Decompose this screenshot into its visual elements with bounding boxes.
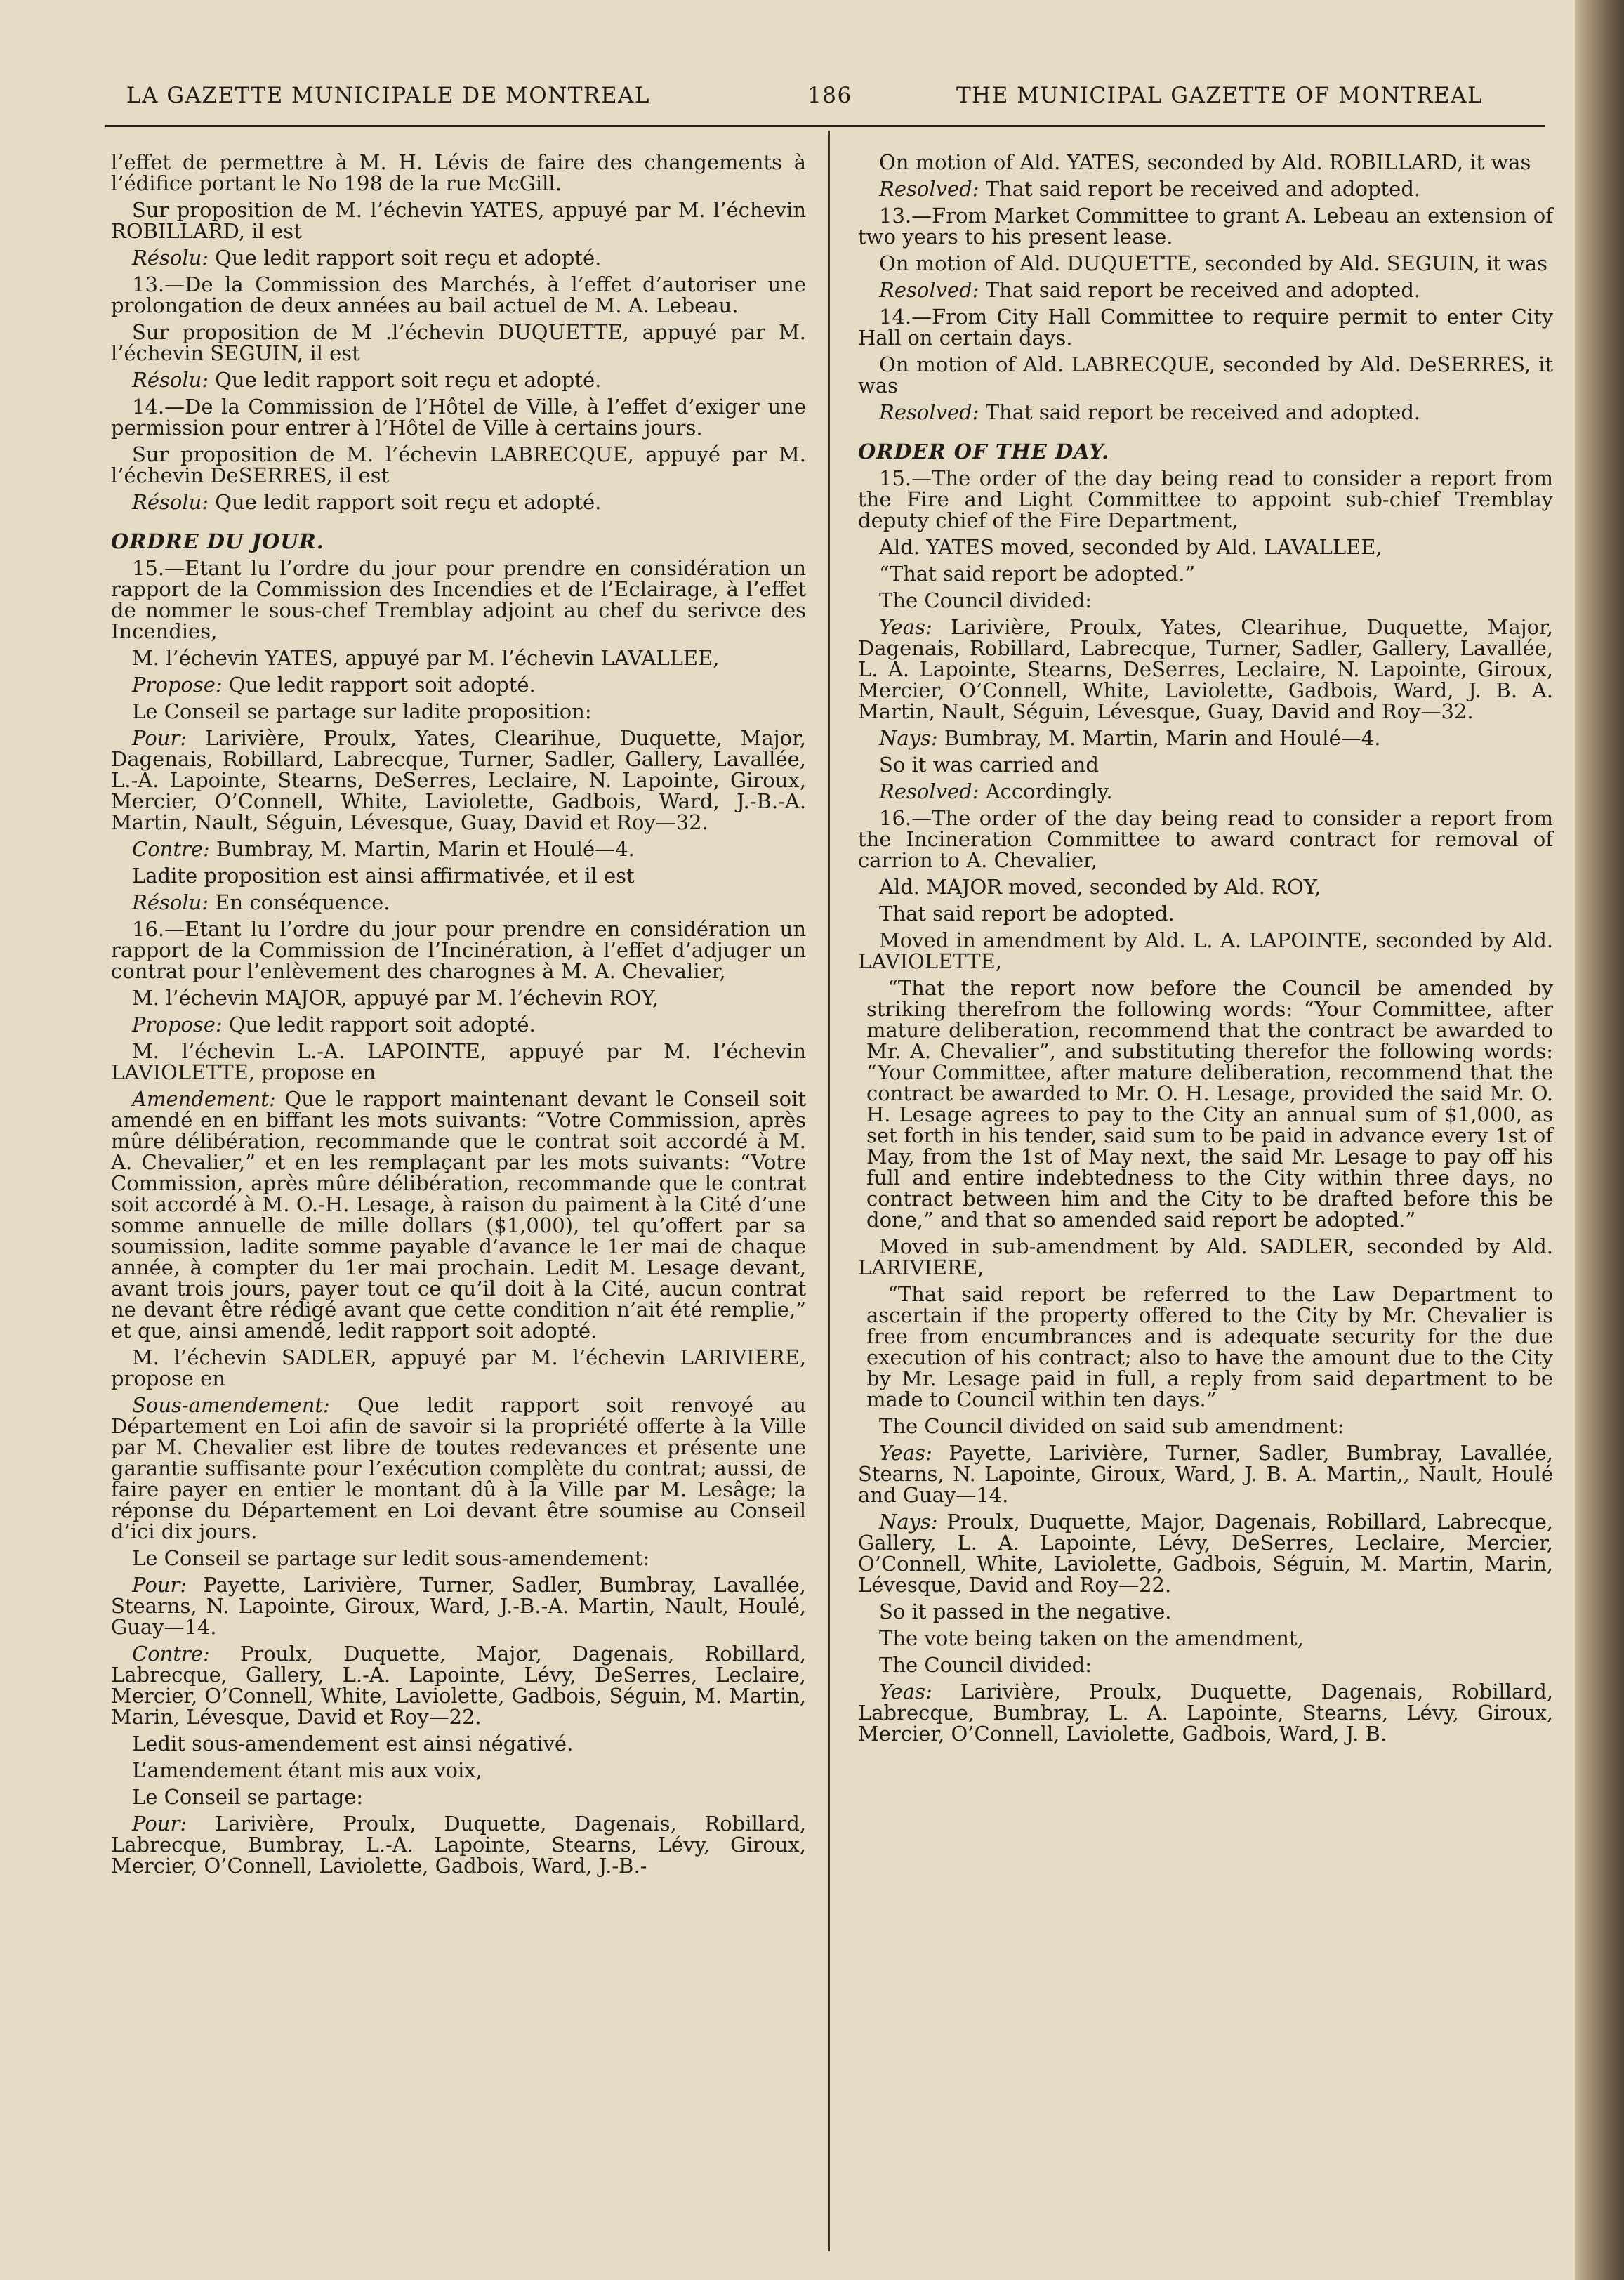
paragraph [858,781,1553,802]
paragraph-text: Que ledit rapport soit reçu et adopté. [209,490,602,514]
paragraph-text: Que ledit rapport soit reçu et adopté. [209,246,602,270]
paragraph [111,1760,806,1781]
paragraph-text: The Council divided: [879,1653,1092,1677]
paragraph-text: On motion of Ald. LABRECQUE, seconded by Ald. DeSERRES, it was [858,352,1553,397]
paragraph-text: Ald. MAJOR moved, seconded by Ald. ROY, [879,875,1321,899]
paragraph [111,727,806,833]
paragraph-text: On motion of Ald. DUQUETTE, seconded by Ald. SEGUIN, it was [879,251,1547,275]
paragraph-text: Que le rapport maintenant devant le Conseil soit amendé en en biffant les mots suivants: “Votre Commission, après mûre délibération, recommande que le contrat soit accordé à M. A. Chevalier,” et en les remplaçant par les mots suivants: “Votre Commission, après mûre délibération, recommande que le contrat soit accordé à M. O.-H. Lesage, à raison du paiment à la Cité d’une somme annuelle de mille dollars ($1,000), tel qu’offert par sa soumission, ladite somme payable d’avance le 1er mai de chaque année, à compter du 1er mai prochain. Ledit M. Lesage devant, avant trois jours, payer tout ce qu’il doit à la Cité, aucun contrat ne devant être rédigé avant que cette condition n’ait été remplie,” et que, ainsi amendé, ledit rapport soit adopté. [111,1087,806,1343]
paragraph-text: Larivière, Proulx, Yates, Clearihue, Duquette, Major, Dagenais, Robillard, Labrecque, Turner, Sadler, Gallery, Lavallée, L.-A. Lapointe, Stearns, DeSerres, Leclaire, N. Lapointe, Giroux, Mercier, O’Connell, White, Laviolette, Gadbois, Ward, J.-B.-A. Martin, Nault, Séguin, Lévesque, Guay, David et Roy—32. [111,726,806,834]
paragraph-text: “That the report now before the Council be amended by striking therefrom the following words: “Your Committee, after mature deliberation, recommend that the contract be awarded to Mr. A. Chevalier”, and substituting therefor the following words: “Your Committee, after mature deliberation, recommend that the contract be awarded to Mr. O. H. Lesage, provided the said Mr. O. H. Lesage agrees to pay to the City an annual sum of $1,000, as set forth in his tender, said sum to be paid in advance every 1st of May, from the 1st of May next, the said Mr. Lesage to pay off his full and entire indebtedness to the City within three days, no contract between him and the City to be drafted before this be done,” and that so amended said report be adopted.” [866,976,1553,1232]
paragraph-text: M. l’échevin YATES, appuyé par M. l’échevin LAVALLEE, [132,646,720,670]
paragraph [111,396,806,438]
paragraph [858,402,1553,423]
paragraph [858,205,1553,247]
paragraph [858,1442,1553,1505]
paragraph-text: M. l’échevin MAJOR, appuyé par M. l’échevin ROY, [132,986,659,1010]
paragraph-text: That said report be received and adopted. [979,177,1421,201]
paragraph-label: Résolu: [132,368,209,392]
paragraph-label: Sous-amendement: [132,1393,330,1417]
paragraph [858,1628,1553,1649]
paragraph-text: The Council divided: [879,588,1092,612]
paragraph [111,865,806,886]
paragraph-text: ORDRE DU JOUR. [111,529,324,553]
paragraph-text: Proulx, Duquette, Major, Dagenais, Robillard, Labrecque, Gallery, L. A. Lapointe, Lévy, DeSerres, Leclaire, Mercier, O’Connell, White, Laviolette, Gadbois, Séguin, M. Martin, Marin, Lévesque, David and Roy—22. [858,1510,1553,1597]
paragraph-text: That said report be received and adopted. [979,400,1421,424]
section-heading [111,531,806,552]
paragraph-text: Payette, Larivière, Turner, Sadler, Bumbray, Lavallée, Stearns, N. Lapointe, Giroux, Ward, J.-B.-A. Martin, Nault, Houlé, Guay—14. [111,1573,806,1639]
paragraph-label: Pour: [132,1573,187,1597]
paragraph-text: 13.—From Market Committee to grant A. Lebeau an extension of two years to his present lease. [858,204,1553,249]
paragraph [858,1654,1553,1675]
paragraph [858,590,1553,611]
paragraph [111,1347,806,1389]
paragraph-label: Contre: [132,1642,210,1666]
paragraph-label: Yeas: [879,615,932,639]
paragraph [111,152,806,194]
paragraph-text: M. l’échevin SADLER, appuyé par M. l’échevin LARIVIERE, propose en [111,1345,806,1390]
paragraph-text: “That said report be referred to the Law Department to ascertain if the property offered to the City by Mr. Chevalier is free from encumbrances and is adequate security for the due execution of his contract; also to have the amount due to the City by Mr. Lesage paid in full, a reply from said department to be made to Council within ten days.” [866,1282,1553,1411]
paragraph [858,903,1553,924]
paragraph [858,152,1553,173]
paragraph-label: Nays: [879,726,938,750]
paragraph-text: L’amendement étant mis aux voix, [132,1758,482,1782]
paragraph-text: Accordingly. [979,779,1113,803]
paragraph-text: Moved in sub-amendment by Ald. SADLER, seconded by Ald. LARIVIERE, [858,1234,1553,1279]
paragraph [111,701,806,722]
paragraph-text: Bumbray, M. Martin, Marin et Houlé—4. [209,837,635,861]
header-rule [105,125,1545,127]
paragraph-text: Ledit sous-amendement est ainsi négativé. [132,1732,574,1755]
paragraph-text: 14.—De la Commission de l’Hôtel de Ville, à l’effet d’exiger une permission pour entrer à l’Hôtel de Ville à certains jours. [111,395,806,440]
section-heading [858,441,1553,462]
paragraph [858,468,1553,531]
paragraph-text: Larivière, Proulx, Duquette, Dagenais, Robillard, Labrecque, Bumbray, L. A. Lapointe, Stearns, Lévy, Giroux, Mercier, O’Connell, Laviolette, Gadbois, Ward, J. B. [858,1680,1553,1746]
paragraph [858,1601,1553,1622]
paragraph [111,1014,806,1035]
paragraph-text: Sur proposition de M .l’échevin DUQUETTE, appuyé par M. l’échevin SEGUIN, il est [111,320,806,365]
paragraph-text: M. l’échevin L.-A. LAPOINTE, appuyé par M. l’échevin LAVIOLETTE, propose en [111,1039,806,1084]
paragraph [111,322,806,364]
paragraph-text: ORDER OF THE DAY. [858,440,1110,463]
paragraph [858,617,1553,722]
paragraph [111,444,806,486]
paragraph [858,253,1553,274]
paragraph [111,1041,806,1083]
paragraph-text: Que ledit rapport soit renvoyé au Département en Loi afin de savoir si la propriété offerte à la Ville par M. Chevalier est libre de toutes redevances et présente une garantie suffisante pour l’exécution complète du contrat; aussi, de faire payer en entier le montant dû à la Ville par M. Lesâge; la réponse du Département en Loi devant être soumise au Conseil d’ici dix jours. [111,1393,806,1543]
french-column [111,152,806,1882]
paragraph [858,808,1553,871]
paragraph-text: So it passed in the negative. [879,1600,1172,1623]
paragraph [111,1786,806,1807]
paragraph [111,838,806,859]
paragraph [111,1643,806,1727]
paragraph-text: 14.—From City Hall Committee to require permit to enter City Hall on certain days. [858,305,1553,350]
paragraph-text: So it was carried and [879,753,1099,777]
paragraph-label: Propose: [132,673,223,697]
paragraph-text: l’effet de permettre à M. H. Lévis de faire des changements à l’édifice portant le No 198 de la rue McGill. [111,150,806,195]
paragraph-text: Que ledit rapport soit adopté. [222,1013,536,1036]
english-column [858,152,1553,1750]
paragraph-text: Le Conseil se partage: [132,1785,364,1809]
paragraph-label: Pour: [132,1812,187,1836]
paragraph-text: Ladite proposition est ainsi affirmativée, et il est [132,864,635,888]
paragraph-label: Résolu: [132,246,209,270]
paragraph-text: “That said report be adopted.” [879,562,1196,586]
column-divider [828,131,830,2251]
paragraph-text: Moved in amendment by Ald. L. A. LAPOINTE, seconded by Ald. LAVIOLETTE, [858,928,1553,973]
paragraph [858,876,1553,897]
paragraph [858,306,1553,348]
paragraph [111,1574,806,1637]
paragraph [111,369,806,390]
header-left-title: LA GAZETTE MUNICIPALE DE MONTREAL [126,83,650,108]
paragraph-text: Que ledit rapport soit adopté. [222,673,536,697]
paragraph [111,1813,806,1876]
paragraph-label: Nays: [879,1510,938,1534]
paragraph [858,279,1553,301]
paragraph [111,247,806,268]
paragraph [111,1088,806,1341]
paragraph-label: Yeas: [879,1680,932,1704]
paragraph-text: That said report be adopted. [879,902,1175,925]
paragraph-label: Amendement: [132,1087,276,1111]
paragraph [111,492,806,513]
paragraph [111,1395,806,1542]
paragraph-text: 16.—The order of the day being read to consider a report from the Incineration Committee to award contract for removal of carrion to A. Chevalier, [858,806,1553,872]
paragraph [858,354,1553,396]
paragraph-label: Resolved: [879,177,979,201]
header-right-title: THE MUNICIPAL GAZETTE OF MONTREAL [956,83,1484,108]
quoted-motion [858,977,1553,1230]
paragraph [858,1416,1553,1437]
paragraph-text: 15.—The order of the day being read to consider a report from the Fire and Light Committee to appoint sub-chief Tremblay deputy chief of the Fire Department, [858,466,1553,532]
paragraph-label: Propose: [132,1013,223,1036]
paragraph [111,558,806,642]
paragraph-label: Resolved: [879,278,979,302]
paragraph-label: Contre: [132,837,210,861]
page-edge [1575,0,1624,2280]
page-number: 186 [807,83,852,108]
paragraph [111,918,806,982]
paragraph [858,1511,1553,1595]
paragraph-text: En conséquence. [209,890,390,914]
paragraph-text: Larivière, Proulx, Yates, Clearihue, Duquette, Major, Dagenais, Robillard, Labrecque, Turner, Sadler, Gallery, Lavallée, L. A. Lapointe, Stearns, DeSerres, Leclaire, N. Lapointe, Giroux, Mercier, O’Connell, White, Laviolette, Gadbois, Ward, J. B. A. Martin, Nault, Séguin, Lévesque, Guay, David and Roy—32. [858,615,1553,723]
quoted-motion [858,1284,1553,1410]
paragraph [111,892,806,913]
paragraph-text: Le Conseil se partage sur ladite proposition: [132,699,592,723]
paragraph-label: Resolved: [879,779,979,803]
paragraph-text: The Council divided on said sub amendment: [879,1414,1345,1438]
paragraph-label: Resolved: [879,400,979,424]
paragraph-text: Larivière, Proulx, Duquette, Dagenais, Robillard, Labrecque, Bumbray, L.-A. Lapointe, Stearns, Lévy, Giroux, Mercier, O’Connell, Laviolette, Gadbois, Ward, J.-B.- [111,1812,806,1878]
paragraph [858,1681,1553,1744]
paragraph-text: Ald. YATES moved, seconded by Ald. LAVALLEE, [879,535,1382,559]
paragraph-text: On motion of Ald. YATES, seconded by Ald. ROBILLARD, it was [879,150,1531,174]
paragraph-label: Résolu: [132,890,209,914]
paragraph [111,1733,806,1754]
paragraph-text: That said report be received and adopted. [979,278,1421,302]
paragraph-text: The vote being taken on the amendment, [879,1626,1304,1650]
paragraph-text: 13.—De la Commission des Marchés, à l’effet d’autoriser une prolongation de deux années au bail actuel de M. A. Lebeau. [111,272,806,317]
paragraph [858,930,1553,972]
paragraph-text: 16.—Etant lu l’ordre du jour pour prendre en considération un rapport de la Commission de l’Incinération, à l’effet d’adjuger un contrat pour l’enlèvement des charognes à M. A. Chevalier, [111,917,806,983]
paragraph [858,1236,1553,1278]
paragraph-text: Le Conseil se partage sur ledit sous-amendement: [132,1546,650,1570]
paragraph [858,563,1553,584]
paragraph-text: Sur proposition de M. l’échevin YATES, appuyé par M. l’échevin ROBILLARD, il est [111,198,806,243]
paragraph [858,727,1553,749]
paragraph-label: Résolu: [132,490,209,514]
paragraph [111,647,806,668]
paragraph-text: Que ledit rapport soit reçu et adopté. [209,368,602,392]
paragraph [111,674,806,695]
paragraph-label: Yeas: [879,1441,932,1465]
paragraph-label: Pour: [132,726,187,750]
paragraph-text: Payette, Larivière, Turner, Sadler, Bumbray, Lavallée, Stearns, N. Lapointe, Giroux, Ward, J. B. A. Martin,, Nault, Houlé and Guay—14. [858,1441,1553,1507]
paragraph [858,178,1553,199]
paragraph-text: 15.—Etant lu l’ordre du jour pour prendre en considération un rapport de la Commission des Incendies et de l’Eclairage, à l’effet de nommer le sous-chef Tremblay adjoint au chef du serivce des Incendies, [111,556,806,643]
paragraph [111,1548,806,1569]
paragraph-text: Sur proposition de M. l’échevin LABRECQUE, appuyé par M. l’échevin DeSERRES, il est [111,442,806,487]
paragraph [858,536,1553,558]
paragraph [111,274,806,316]
paragraph [111,199,806,242]
paragraph [111,987,806,1008]
paragraph-text: Bumbray, M. Martin, Marin and Houlé—4. [937,726,1381,750]
paragraph-text: Proulx, Duquette, Major, Dagenais, Robillard, Labrecque, Gallery, L.-A. Lapointe, Lévy, DeSerres, Leclaire, Mercier, O’Connell, White, Laviolette, Gadbois, Séguin, M. Martin, Marin, Lévesque, David et Roy—22. [111,1642,806,1729]
paragraph [858,754,1553,775]
